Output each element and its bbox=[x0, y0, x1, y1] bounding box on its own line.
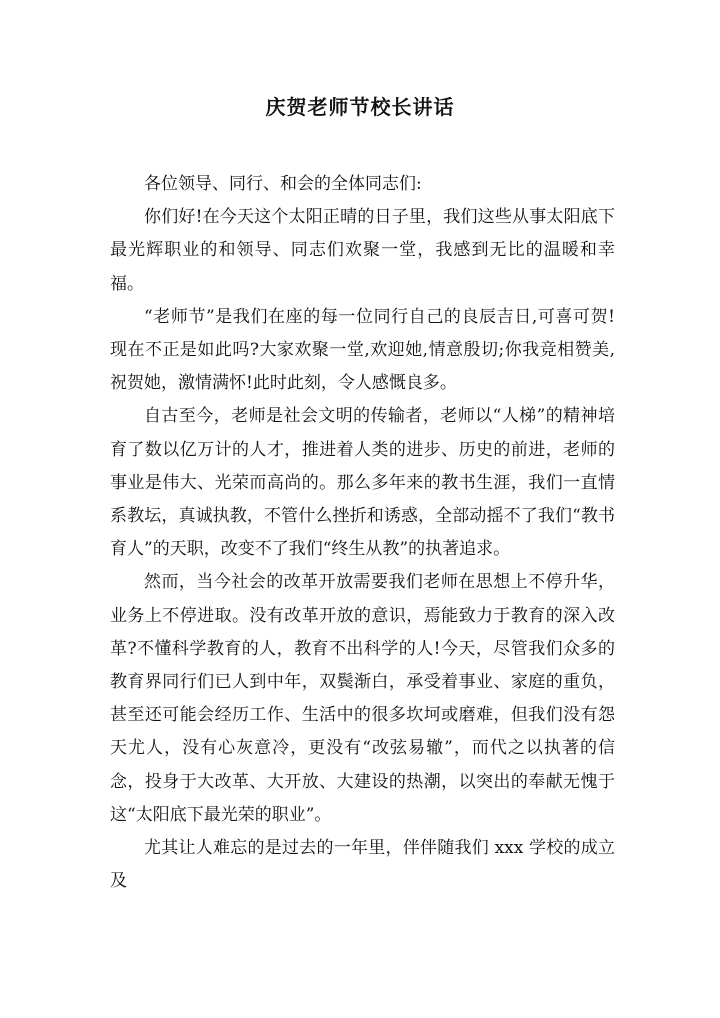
teacher-role-paragraph: 自古至今，老师是社会文明的传输者，老师以“人梯”的精神培育了数以亿万计的人才，推进着人类的进步、历史的前进，老师的事业是伟大、光荣而高尚的。那么多年来的教书生涯，我们一直情系教坛，真诚执教，不管什么挫折和诱惑，全部动摇不了我们“教书育人”的天职，改变不了我们“终生从教”的执著追求。 bbox=[110, 406, 615, 560]
document-body bbox=[110, 168, 615, 898]
document-title: 庆贺老师节校长讲话 bbox=[265, 95, 455, 119]
greeting-paragraph: 你们好!在今天这个太阳正晴的日子里，我们这些从事太阳底下最光辉职业的和领导、同志们欢聚一堂，我感到无比的温暖和幸福。 bbox=[110, 207, 615, 294]
teachers-day-paragraph: “老师节”是我们在座的每一位同行自己的良辰吉日,可喜可贺!现在不正是如此吗?大家欢聚一堂,欢迎她,情意殷切;你我竞相赞美,祝贺她，激情满怀!此时此刻，令人感慨良多。 bbox=[110, 306, 615, 394]
reform-paragraph: 然而，当今社会的改革开放需要我们老师在思想上不停升华，业务上不停进取。没有改革开放的意识，焉能致力于教育的深入改革?不懂科学教育的人，教育不出科学的人!今天，尽管我们众多的教育界同行们已人到中年，双鬓渐白，承受着事业、家庭的重负，甚至还可能会经历工作、生活中的很多坎坷或磨难，但我们没有怨天尤人，没有心灰意冷，更没有“改弦易辙”，而代之以执著的信念，投身于大改革、大开放、大建设的热潮，以突出的奉献无愧于这“太阳底下最光荣的职业”。 bbox=[110, 572, 615, 825]
salutation-paragraph: 各位领导、同行、和会的全体同志们: bbox=[144, 174, 422, 194]
past-year-paragraph: 尤其让人难忘的是过去的一年里，伴伴随我们 xxx 学校的成立及 bbox=[110, 838, 615, 892]
